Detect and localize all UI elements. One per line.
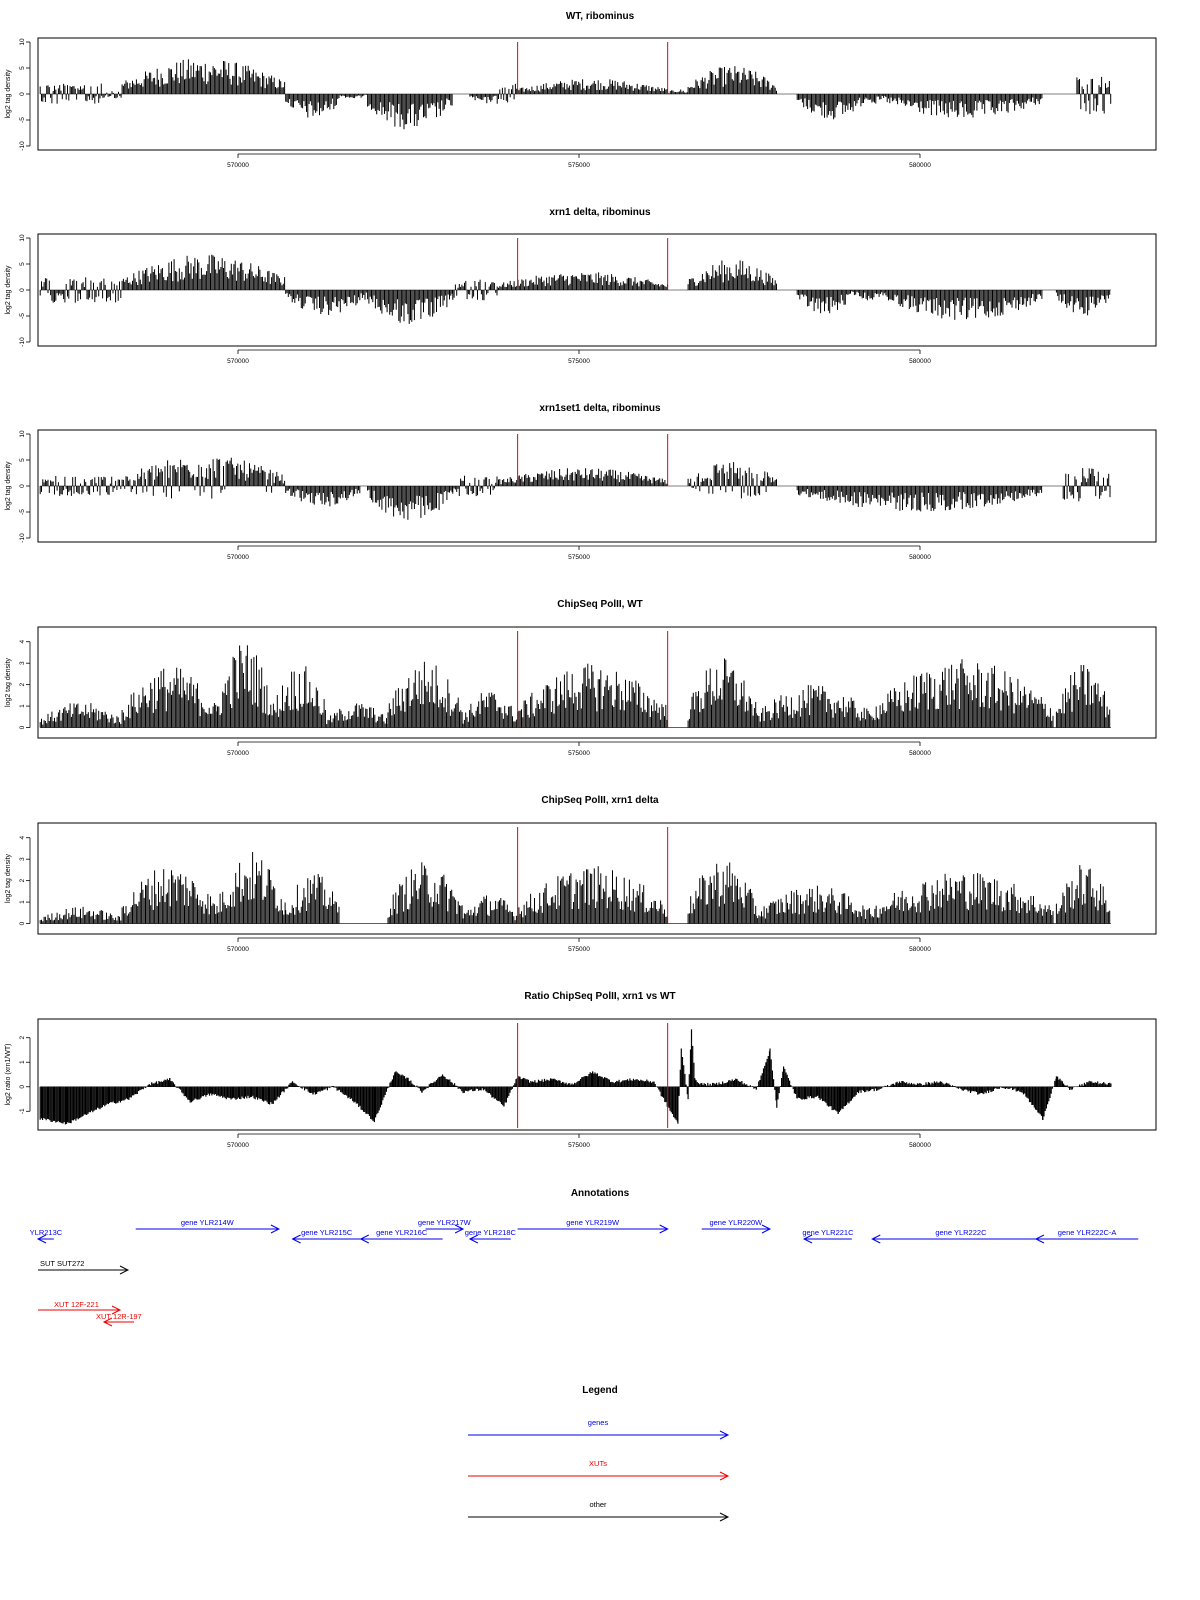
y-tick-label: -10 (19, 533, 26, 543)
x-tick-label: 580000 (909, 358, 931, 365)
x-tick-label: 575000 (568, 358, 590, 365)
x-tick-label: 570000 (227, 162, 249, 169)
x-tick-label: 580000 (909, 1142, 931, 1149)
y-tick-label: -10 (19, 141, 26, 151)
area-series (40, 1029, 1111, 1124)
x-tick-label: 580000 (909, 162, 931, 169)
x-tick-label: 570000 (227, 554, 249, 561)
x-tick-label: 575000 (568, 1142, 590, 1149)
chart-title: xrn1set1 delta, ribominus (539, 403, 661, 414)
y-tick-label: 1 (19, 900, 26, 904)
y-tick-label: 2 (19, 1035, 26, 1040)
y-axis-label: log2 tag density (5, 657, 12, 708)
y-tick-label: 0 (19, 921, 26, 926)
y-tick-label: 4 (19, 835, 26, 840)
y-axis-label: log2 tag density (5, 265, 12, 315)
y-tick-label: 0 (19, 92, 26, 96)
y-tick-label: 5 (19, 458, 26, 462)
chart-title: WT, ribominus (565, 11, 635, 22)
y-tick-label: -10 (19, 337, 26, 347)
x-tick-label: 570000 (227, 1142, 249, 1149)
x-tick-label: 575000 (568, 750, 590, 757)
x-tick-label: 570000 (227, 358, 249, 365)
y-tick-label: 2 (19, 878, 26, 883)
y-tick-label: 0 (19, 1084, 26, 1089)
bar-series (40, 255, 1110, 324)
y-tick-label: 0 (19, 725, 26, 730)
y-axis-label: log2 tag density (5, 461, 12, 511)
x-tick-label: 575000 (568, 162, 590, 169)
chart-title: ChipSeq PolII, WT (557, 599, 643, 610)
x-tick-label: 575000 (568, 946, 590, 953)
x-tick-label: 570000 (227, 750, 249, 757)
x-tick-label: 570000 (227, 946, 249, 953)
chart-panel-5 (5, 795, 1156, 953)
chart-title: Ratio ChipSeq PolII, xrn1 vs WT (524, 991, 676, 1002)
chart-title: xrn1 delta, ribominus (549, 207, 651, 218)
y-tick-label: 3 (19, 857, 26, 861)
y-tick-label: 5 (19, 262, 26, 266)
x-tick-label: 580000 (909, 554, 931, 561)
y-tick-label: 5 (19, 66, 26, 70)
y-tick-label: 0 (19, 288, 26, 292)
y-tick-label: 3 (19, 661, 26, 665)
chart-panel-2 (5, 207, 1156, 365)
chart-panel-3 (5, 403, 1156, 561)
y-tick-label: 10 (19, 430, 26, 438)
x-tick-label: 580000 (909, 946, 931, 953)
bar-series (40, 458, 1110, 520)
y-tick-label: -5 (19, 509, 26, 515)
x-tick-label: 580000 (909, 750, 931, 757)
chart-panel-6 (5, 991, 1156, 1149)
y-tick-label: 0 (19, 484, 26, 488)
y-tick-label: 2 (19, 682, 26, 687)
x-tick-label: 575000 (568, 554, 590, 561)
y-tick-label: 10 (19, 234, 26, 242)
y-tick-label: 10 (19, 38, 26, 46)
bar-series (40, 59, 1111, 129)
y-axis-label: log2 ratio (xrn1/WT) (5, 1043, 12, 1106)
y-tick-label: 1 (19, 704, 26, 708)
y-axis-label: log2 tag density (5, 853, 12, 904)
y-tick-label: -5 (19, 313, 26, 319)
y-tick-label: -1 (19, 1108, 26, 1115)
y-tick-label: -5 (19, 117, 26, 123)
chart-panel-1 (5, 11, 1156, 169)
y-axis-label: log2 tag density (5, 69, 12, 119)
y-tick-label: 4 (19, 639, 26, 644)
chart-title: ChipSeq PolII, xrn1 delta (541, 795, 659, 806)
bar-series (40, 852, 1110, 923)
bar-series (40, 645, 1110, 727)
y-tick-label: 1 (19, 1060, 26, 1065)
chart-panel-4 (5, 599, 1156, 757)
